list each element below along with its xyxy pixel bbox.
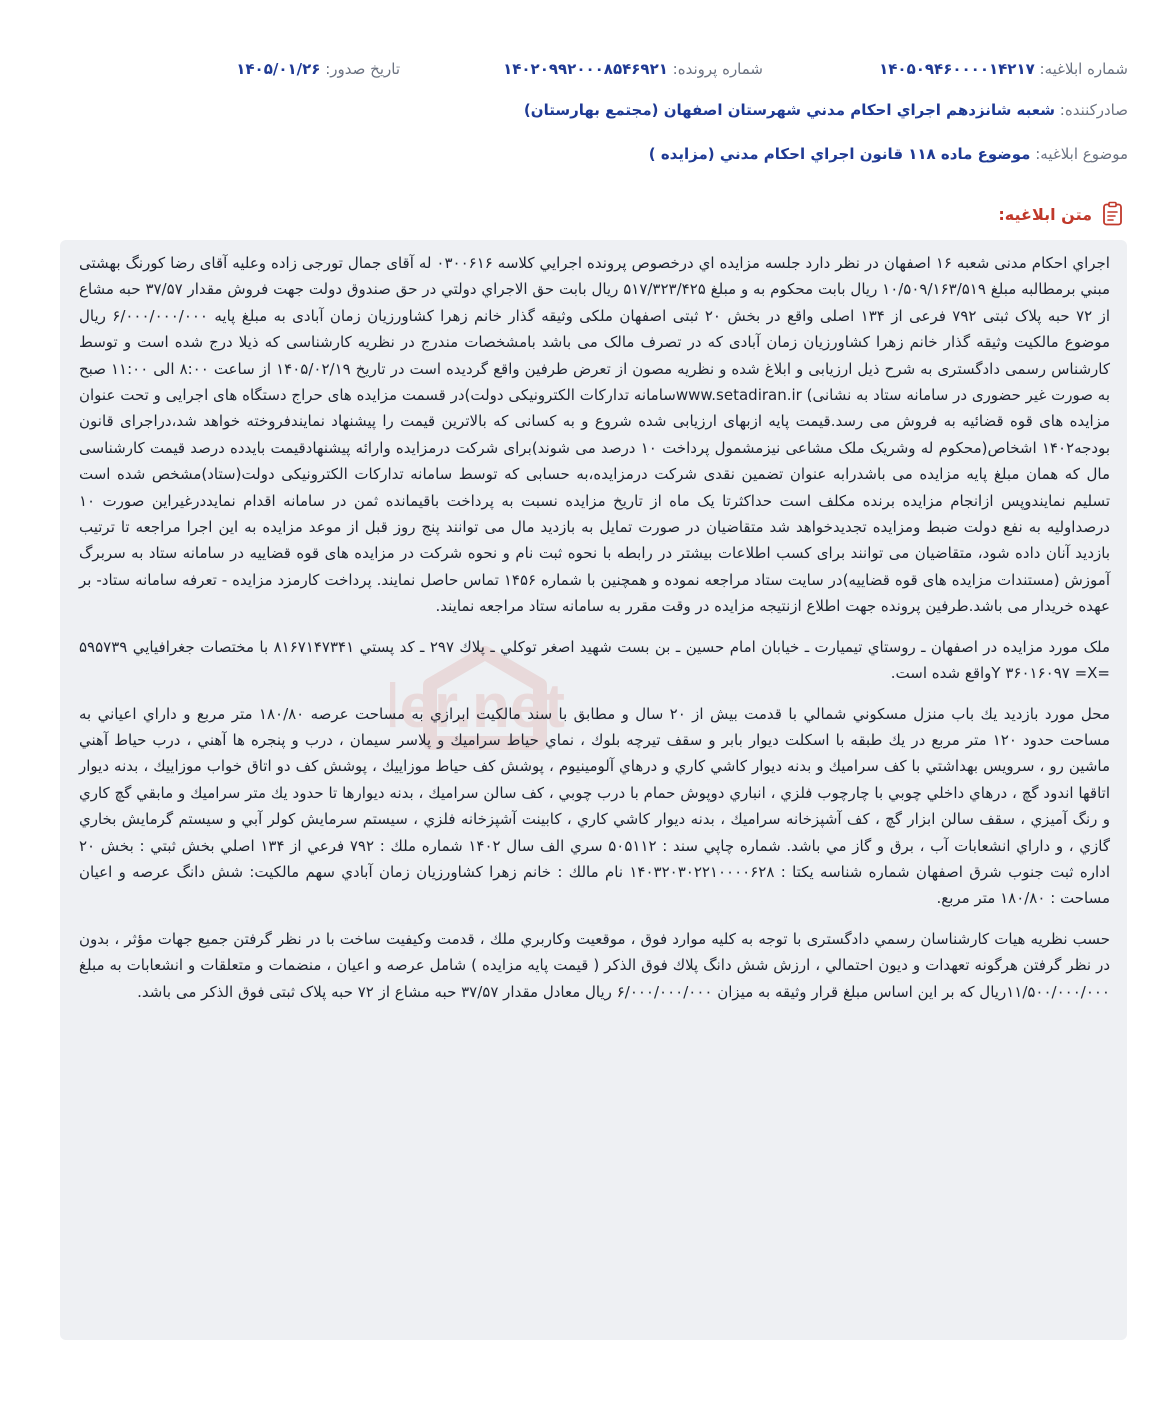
section-title: متن ابلاغيه:	[998, 204, 1092, 224]
issuer-label: صادرکننده:	[1059, 101, 1128, 119]
issue-date	[236, 55, 400, 83]
subject-value: موضوع ماده ۱۱۸ قانون اجراي احكام مدني (مزايده )	[648, 145, 1031, 163]
issuer-value: شعبه شانزدهم اجراي احكام مدني شهرستان اصفهان (مجتمع بهارستان)	[523, 101, 1055, 119]
body-paragraph: اجراي احكام مدنی شعبه ۱۶ اصفهان در نظر دارد جلسه مزايده اي درخصوص پرونده اجرايي كلاسه ۰۳۰۰۶۱۶ له آقای جمال تورجی زاده وعليه آقای رضا کورنگ بهشتی مبني برمطالبه مبلغ ۱۰/۵۰۹/۱۶۳/۵۱۹ ريال بابت محكوم به و مبلغ ۵۱۷/۳۲۳/۴۲۵ ريال بابت حق الاجراي دولتي در حق صندوق دولت جهت فروش مقدار ۳۷/۵۷ حبه مشاع از ۷۲ حبه پلاک ثبتی ۷۹۲ فرعی از ۱۳۴ اصلی واقع در بخش ۲۰ ثبتی اصفهان ملکی وثیقه گذار خانم زهرا کشاورزیان زمان آبادی به مبلغ پایه ۶/۰۰۰/۰۰۰/۰۰۰ ريال موضوع مالکیت وثیقه گذار خانم زهرا کشاورزیان زمان آبادی که در تصرف مالک می باشد بامشخصات مندرج در نظریه کارشناسی که ذيلا درج شده است و توسط كارشناس رسمی دادگستری به شرح ذيل ارزيابی و ابلاغ شده و نظريه مصون از تعرض طرفين واقع گرديده است در تاريخ ۱۴۰۵/۰۲/۱۹ از ساعت ۸:۰۰ الی ۱۱:۰۰ صبح به صورت غير حضوری در سامانه ستاد به نشانی) www.setadiran.irسامانه تداركات الكترونيكی دولت)در قسمت مزايده های حراج دستگاه های اجرايی و تحت عنوان مزايده های قوه قضائيه به فروش می رسد.قيمت پايه ازبهای ارزيابی شده شروع و به كسانی كه بالاترين قيمت را پيشنهاد نمايندفروخته خواهد شد،دراجرای قانون بودجه۱۴۰۲ اشخاص(محكوم له وشريک ملک مشاعی نيزمشمول پرداخت ۱۰ درصد می شوند)برای شركت درمزايده وارائه پيشنهادقيمت بايدده درصد قيمت كارشناسی مال كه همان مبلغ پايه مزايده می باشدرابه عنوان تضمين نقدی شركت درمزايده،به حسابی كه توسط سامانه تداركات الكترونيكی دولت(ستاد)مشخص شده است تسليم نمايندوپس ازانجام مزايده برنده مكلف است حداكثرتا يک ماه از تاريخ مزايده نسبت به پرداخت باقيمانده ثمن در سامانه اقدام نمايددرغيراين صورت ۱۰ درصداوليه به نفع دولت ضبط ومزايده تجديدخواهد شد متقاضيان در صورت تمايل به بازديد مال می توانند پنج روز قبل از موعد مزايده به اين اجرا مراجعه تا ترتيب بازديد آنان داده شود، متقاضيان می توانند برای كسب اطلاعات بيشتر در رابطه با نحوه ثبت نام و نحوه شركت در مزايده های قوه قضاييه در سامانه ستاد به سربرگ آموزش (مستندات مزايده های قوه قضاييه)در سايت ستاد مراجعه نموده و همچنين با شماره ۱۴۵۶ تماس حاصل نمايند. پرداخت كارمزد مزايده - تعرفه سامانه ستاد- بر عهده خريدار می باشد.طرفين پرونده جهت اطلاع ازنتيجه مزايده در وقت مقرر به سامانه ستاد مراجعه نمايند.	[79, 254, 1111, 616]
watermark-text: er.net	[399, 672, 565, 741]
subject-row	[46, 140, 1128, 168]
notice-number-label: شماره ابلاغيه:	[1039, 60, 1128, 78]
body-paragraph: حسب نظريه هيات كارشناسان رسمي دادگستری با توجه به كليه موارد فوق ، موقعيت وكاربري ملك ، قدمت وكيفيت ساخت با در نظر گرفتن جميع جهات مؤثر ، بدون در نظر گرفتن هرگونه تعهدات و ديون احتمالي ، ارزش شش دانگ پلاك فوق الذكر ( قيمت پايه مزايده ) شامل عرصه و اعيان ، منضمات و متعلقات و انشعابات به مبلغ ۱۱/۵۰۰/۰۰۰/۰۰۰ريال كه بر اين اساس مبلغ قرار وثيقه به ميزان ۶/۰۰۰/۰۰۰/۰۰۰ ريال معادل مقدار ۳۷/۵۷ حبه مشاع از ۷۲ حبه پلاک ثبتی فوق الذکر می باشد.	[79, 929, 1110, 1001]
issuer-row	[46, 96, 1128, 124]
notice-number-value: ۱۴۰۵۰۹۴۶۰۰۰۰۱۴۲۱۷	[879, 60, 1035, 78]
case-number	[503, 55, 763, 83]
body-paragraph: ملک مورد مزايده در اصفهان ـ روستاي تيميارت ـ خيابان امام حسين ـ بن بست شهيد اصغر توكلي ـ پلاك ۲۹۷ ـ كد پستي ۸۱۶۷۱۴۷۳۴۱ با مختصات جغرافيايي ۵۹۵۷۳۹ =Y ۳۶۰۱۶۰۹۷ =Xواقع شده است.	[79, 637, 1110, 683]
issue-date-label: تاريخ صدور:	[325, 60, 400, 78]
notice-text-heading	[998, 199, 1126, 229]
issue-date-value: ۱۴۰۵/۰۱/۲۶	[236, 60, 321, 78]
subject-label: موضوع ابلاغيه:	[1035, 145, 1128, 163]
notice-body	[60, 240, 1127, 1340]
header-meta-row	[46, 55, 1128, 83]
body-paragraph: محل مورد بازديد يك باب منزل مسكوني شمالي با قدمت بيش از ۲۰ سال و مطابق با سند مالكيت ابرازي به مساحت عرصه ۱۸۰/۸۰ متر مربع و داراي اعياني به مساحت حدود ۱۲۰ متر مربع در يك طبقه با اسكلت ديوار بابر و سقف تيرچه بلوك ، نماي حياط سراميك و پلاسر سيمان ، درب و پنجره ها آهني ، درب حياط آهني ماشين رو ، سرويس بهداشتي با كف سراميك و بدنه ديوار كاشي كاري و درهاي آلومينيوم ، پوشش كف حياط موزاييك ، پوشش كف دو اتاق خواب موزاييك ، بدنه ديوار اتاقها اندود گچ ، درهاي داخلي چوبي با چارچوب فلزي ، انباري دوپوش حمام با درب چوبي ، كف سالن سراميك ، بدنه ديوارها تا حدود يك متر سراميك و مابقي گچ كاري و رنگ آميزي ، سقف سالن ابزار گچ ، كف آشپزخانه سراميك ، بدنه ديوار كاشي كاري ، كابينت آشپزخانه فلزي ، سيستم سرمايش كولر آبي و سيستم گرمايش بخاري گازي ، و داراي انشعابات آب ، برق و گاز مي باشد. شماره چاپي سند : ۵۰۵۱۱۲ سري الف سال ۱۴۰۲ شماره ملك : ۷۹۲ فرعي از ۱۳۴ اصلي بخش ثبتي : بخش ۲۰ اداره ثبت جنوب شرق اصفهان شماره شناسه يكتا : ۱۴۰۳۲۰۳۰۲۲۱۰۰۰۰۶۲۸ نام مالك : خانم زهرا كشاورزيان زمان آبادي سهم مالكيت: شش دانگ عرصه و اعيان مساحت : ۱۸۰/۸۰ متر مربع.	[79, 704, 1111, 908]
case-number-label: شماره پرونده:	[672, 60, 763, 78]
case-number-value: ۱۴۰۲۰۹۹۲۰۰۰۸۵۴۶۹۲۱	[503, 60, 668, 78]
document-text-icon	[1100, 201, 1126, 227]
notice-number	[879, 55, 1128, 83]
